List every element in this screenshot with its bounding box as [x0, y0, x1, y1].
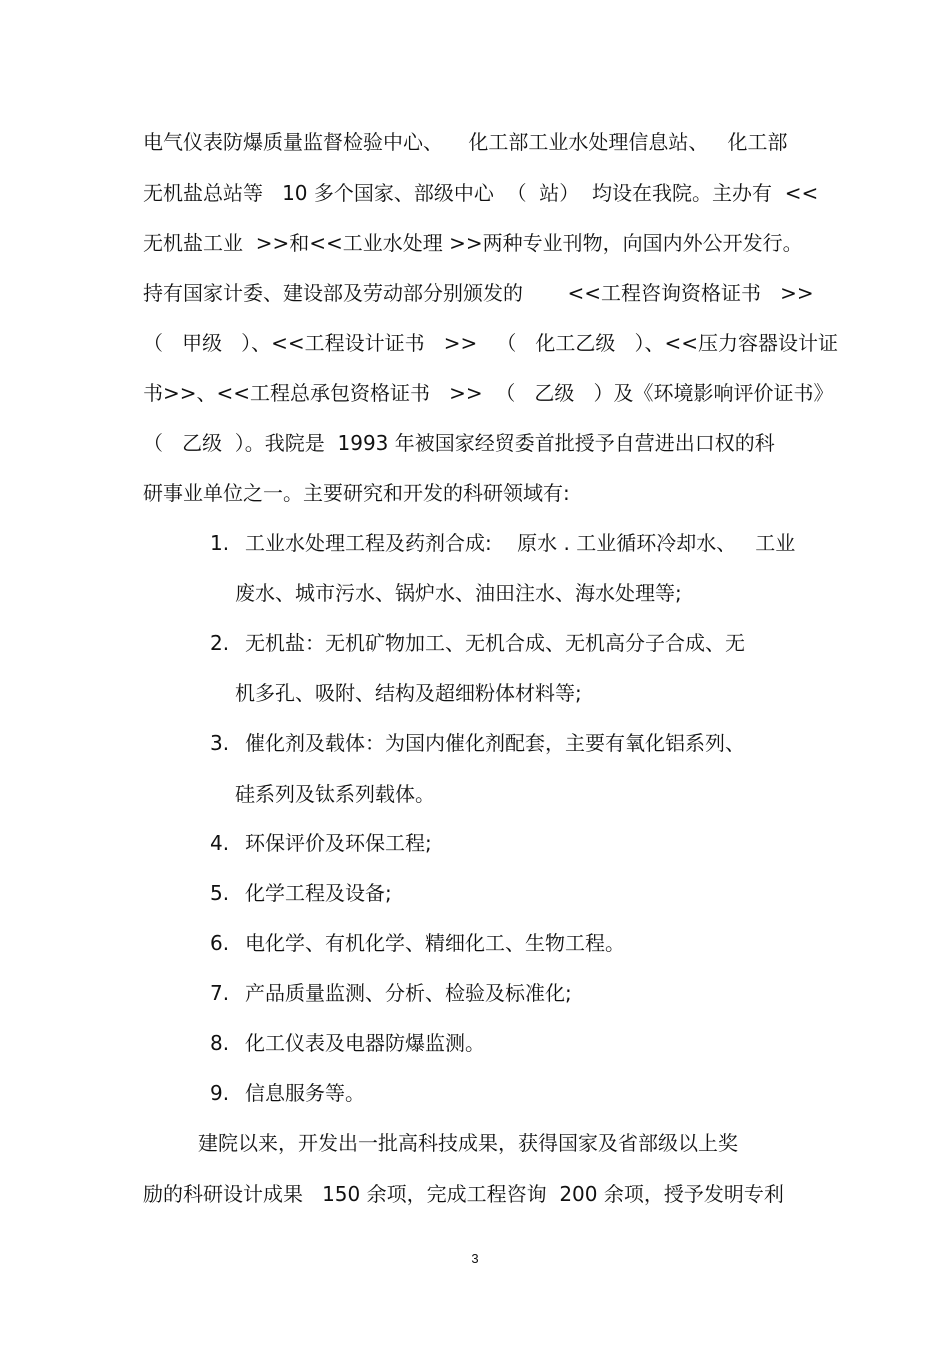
intro-line: 无机盐总站等 10 多个国家、部级中心 （ 站） 均设在我院。主办有 <<: [143, 181, 819, 205]
list-item-text: 工业水处理工程及药剂合成: 原水 . 工业循环冷却水、 工业: [245, 531, 796, 555]
intro-line: （ 甲级 ）、<<工程设计证书 >> （ 化工乙级 ）、<<压力容器设计证: [143, 331, 838, 355]
intro-line: （ 乙级 ）。我院是 1993 年被国家经贸委首批授予自营进出口权的科: [143, 431, 775, 455]
list-item-continuation: 废水、城市污水、锅炉水、油田注水、海水处理等;: [235, 581, 682, 605]
list-item-number: 3.: [210, 731, 230, 755]
list-item-number: 5.: [210, 881, 230, 905]
list-item-continuation: 机多孔、吸附、结构及超细粉体材料等;: [235, 681, 582, 705]
list-item-number: 1.: [210, 531, 230, 555]
list-item-text: 环保评价及环保工程;: [245, 831, 432, 855]
list-item-number: 4.: [210, 831, 230, 855]
page-number: 3: [471, 1251, 479, 1266]
intro-line: 研事业单位之一。主要研究和开发的科研领域有:: [143, 481, 570, 505]
intro-line: 持有国家计委、建设部及劳动部分别颁发的 <<工程咨询资格证书 >>: [143, 281, 814, 305]
intro-line: 电气仪表防爆质量监督检验中心、 化工部工业水处理信息站、 化工部: [143, 130, 788, 154]
intro-line: 无机盐工业 >>和<<工业水处理 >>两种专业刊物，向国内外公开发行。: [143, 231, 803, 255]
list-item-text: 产品质量监测、分析、检验及标准化;: [245, 981, 572, 1005]
list-item-number: 7.: [210, 981, 230, 1005]
list-item-text: 电化学、有机化学、精细化工、生物工程。: [245, 931, 625, 955]
list-item-text: 催化剂及载体：为国内催化剂配套，主要有氧化铝系列、: [245, 731, 745, 755]
list-item-number: 8.: [210, 1031, 230, 1055]
list-item-text: 信息服务等。: [245, 1081, 365, 1105]
closing-line: 建院以来，开发出一批高科技成果，获得国家及省部级以上奖: [198, 1131, 738, 1155]
list-item-text: 无机盐：无机矿物加工、无机合成、无机高分子合成、无: [245, 631, 745, 655]
intro-line: 书>>、<<工程总承包资格证书 >> （ 乙级 ）及《环境影响评价证书》: [143, 381, 834, 405]
list-item-number: 2.: [210, 631, 230, 655]
list-item-text: 化学工程及设备;: [245, 881, 392, 905]
closing-line: 励的科研设计成果 150 余项，完成工程咨询 200 余项，授予发明专利: [143, 1182, 784, 1206]
list-item-number: 9.: [210, 1081, 230, 1105]
list-item-number: 6.: [210, 931, 230, 955]
list-item-text: 化工仪表及电器防爆监测。: [245, 1031, 485, 1055]
list-item-continuation: 硅系列及钛系列载体。: [235, 782, 435, 806]
